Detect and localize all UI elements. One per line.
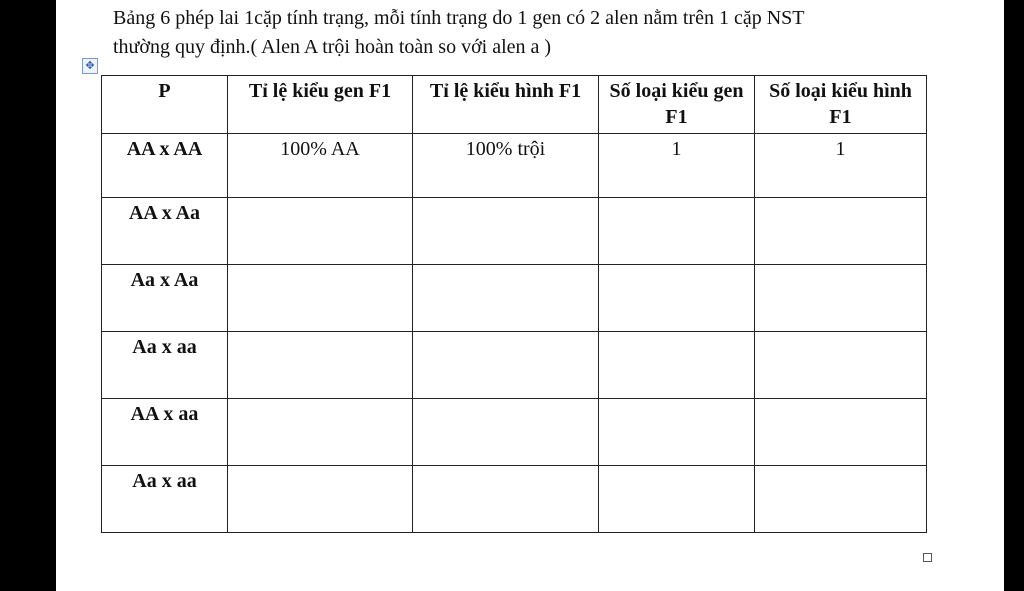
genotype-ratio-cell[interactable] xyxy=(228,466,413,533)
cross-cell[interactable]: AA x Aa xyxy=(102,198,228,265)
genotype-ratio-cell[interactable] xyxy=(228,399,413,466)
table-move-icon[interactable]: ✥ xyxy=(82,58,98,74)
cross-cell[interactable]: Aa x Aa xyxy=(102,265,228,332)
genotype-ratio-cell[interactable] xyxy=(228,332,413,399)
cross-cell[interactable]: Aa x aa xyxy=(102,466,228,533)
table-row xyxy=(102,332,927,399)
phenotype-count-cell[interactable] xyxy=(755,466,927,533)
genotype-count-cell[interactable]: 1 xyxy=(599,134,755,198)
genotype-count-cell[interactable] xyxy=(599,399,755,466)
genotype-count-cell[interactable] xyxy=(599,332,755,399)
document-page xyxy=(56,0,1004,591)
phenotype-ratio-cell[interactable] xyxy=(413,198,599,265)
cross-cell[interactable]: AA x AA xyxy=(102,134,228,198)
phenotype-ratio-cell[interactable] xyxy=(413,332,599,399)
phenotype-count-cell[interactable] xyxy=(755,198,927,265)
header-genotype-count[interactable]: Số loại kiểu gen F1 xyxy=(599,76,755,134)
genotype-count-cell[interactable] xyxy=(599,466,755,533)
phenotype-count-cell[interactable] xyxy=(755,332,927,399)
phenotype-count-cell[interactable] xyxy=(755,399,927,466)
table-row xyxy=(102,265,927,332)
header-genotype-ratio[interactable]: Tỉ lệ kiểu gen F1 xyxy=(228,76,413,134)
genotype-count-cell[interactable] xyxy=(599,265,755,332)
cross-cell[interactable]: AA x aa xyxy=(102,399,228,466)
header-phenotype-count[interactable]: Số loại kiểu hình F1 xyxy=(755,76,927,134)
phenotype-count-cell[interactable] xyxy=(755,265,927,332)
phenotype-count-cell[interactable]: 1 xyxy=(755,134,927,198)
table-header-row xyxy=(102,76,927,134)
intro-paragraph xyxy=(113,4,993,62)
phenotype-ratio-cell[interactable] xyxy=(413,399,599,466)
genotype-ratio-cell[interactable] xyxy=(228,265,413,332)
cross-cell[interactable]: Aa x aa xyxy=(102,332,228,399)
header-p[interactable]: P xyxy=(102,76,228,134)
paragraph-line-2: thường quy định.( Alen A trội hoàn toàn so với alen a ) xyxy=(113,36,552,58)
table-row xyxy=(102,399,927,466)
paragraph-line-1: Bảng 6 phép lai 1cặp tính trạng, mỗi tính trạng do 1 gen có 2 alen nằm trên 1 cặp NST xyxy=(113,7,805,29)
phenotype-ratio-cell[interactable]: 100% trội xyxy=(413,134,599,198)
phenotype-ratio-cell[interactable] xyxy=(413,265,599,332)
phenotype-ratio-cell[interactable] xyxy=(413,466,599,533)
table-row xyxy=(102,466,927,533)
table-resize-icon[interactable] xyxy=(923,553,932,562)
header-phenotype-ratio[interactable]: Tỉ lệ kiểu hình F1 xyxy=(413,76,599,134)
genetics-table xyxy=(101,75,927,533)
table-row xyxy=(102,198,927,265)
genotype-ratio-cell[interactable] xyxy=(228,198,413,265)
table-row xyxy=(102,134,927,198)
genotype-ratio-cell[interactable]: 100% AA xyxy=(228,134,413,198)
genotype-count-cell[interactable] xyxy=(599,198,755,265)
